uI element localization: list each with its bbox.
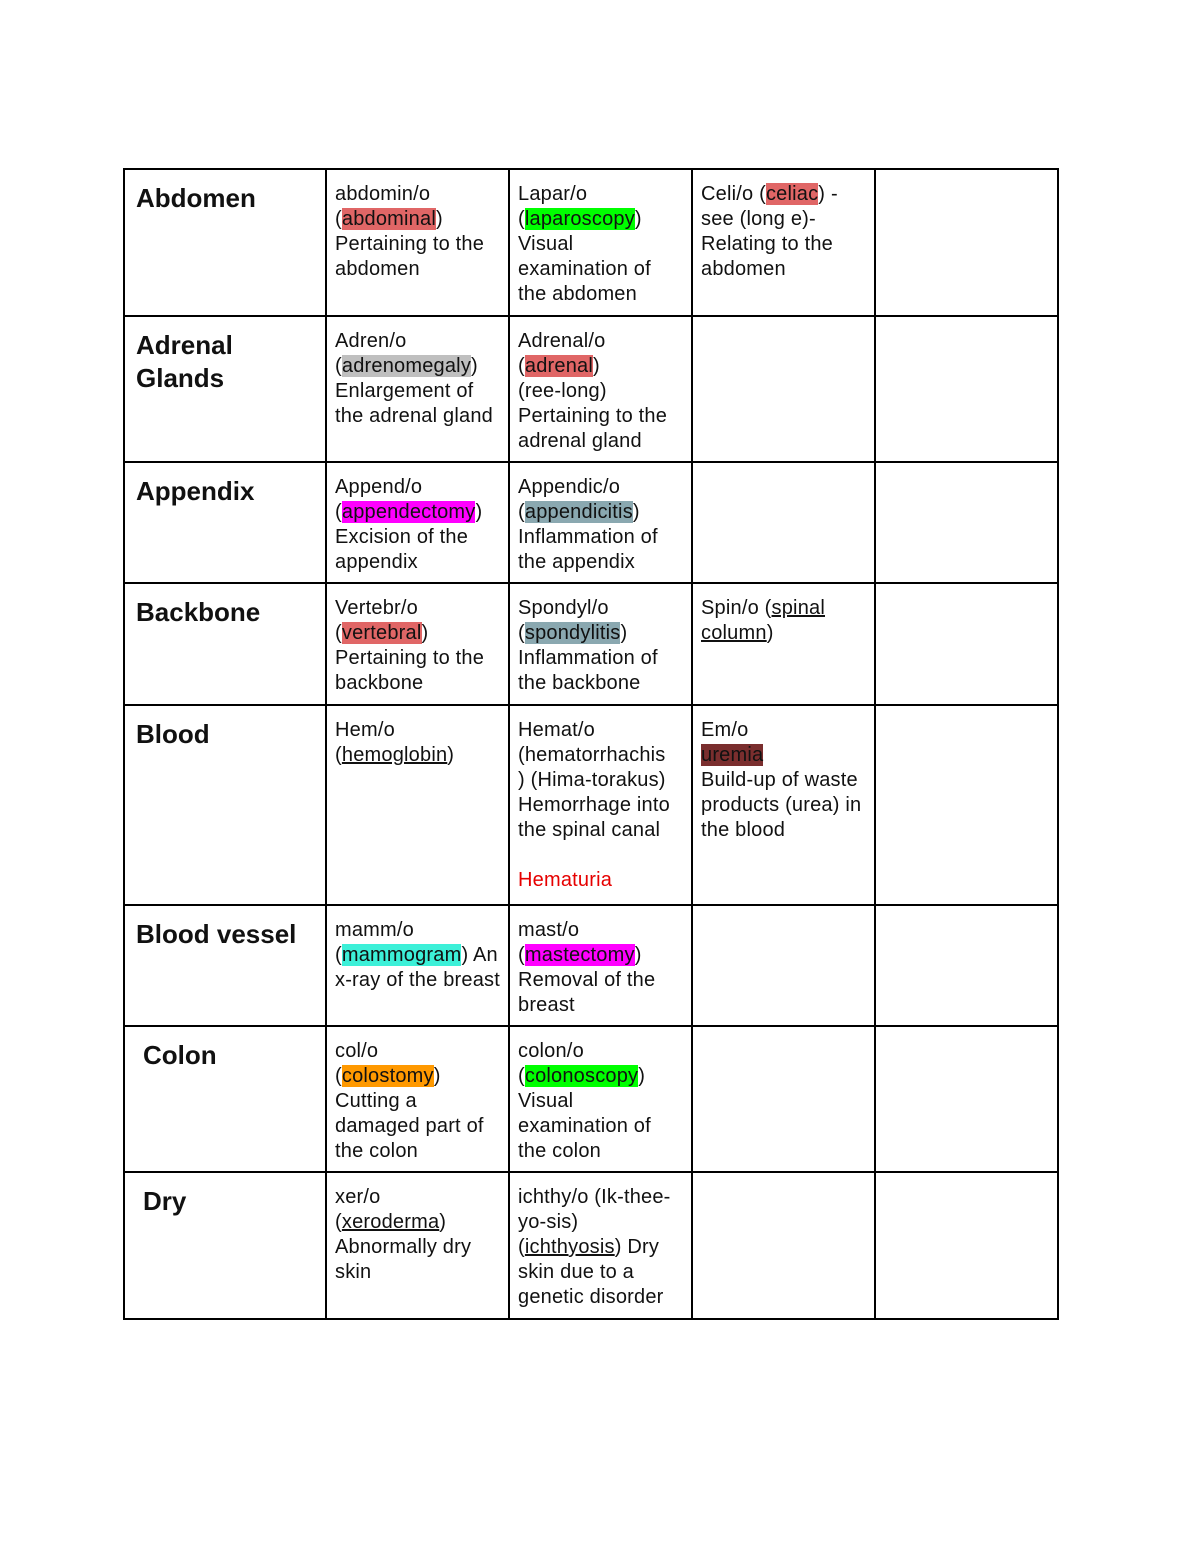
root-cell — [326, 583, 509, 705]
empty-cell — [875, 169, 1058, 316]
highlighted-term: mastectomy — [524, 944, 635, 966]
paren: ( — [335, 208, 342, 230]
paren: ) — [435, 208, 443, 230]
term-cell — [124, 705, 326, 905]
root-prefix: abdomin/o — [335, 183, 431, 205]
definition: Inflammation of the backbone — [518, 647, 658, 694]
underlined-term: hemoglobin — [341, 744, 448, 766]
paren: ) — [638, 1065, 646, 1087]
highlighted-term: colonoscopy — [524, 1065, 639, 1087]
root-prefix: col/o — [335, 1040, 379, 1062]
empty-cell — [692, 905, 875, 1026]
paren: ( — [335, 501, 342, 523]
highlighted-term: colostomy — [341, 1065, 434, 1087]
root-prefix: Vertebr/o — [335, 597, 418, 619]
definition: Visual examination of the abdomen — [518, 233, 651, 305]
root-prefix: ichthy/o (Ik-thee-yo-sis) — [518, 1186, 671, 1233]
table-row — [124, 169, 1058, 316]
table-row — [124, 905, 1058, 1026]
underlined-term: spinal column — [701, 597, 825, 644]
paren: ) — [614, 1236, 622, 1258]
root-prefix: xer/o — [335, 1186, 381, 1208]
paren: ) — [461, 944, 469, 966]
paren: ( — [335, 1211, 342, 1233]
term-label: Blood vessel — [136, 919, 297, 949]
paren: ( — [335, 944, 342, 966]
root-cell — [326, 1172, 509, 1319]
definition: Visual examination of the colon — [518, 1090, 651, 1162]
paren: ( — [335, 744, 342, 766]
highlighted-term: appendectomy — [341, 501, 476, 523]
paren: ) — [475, 501, 483, 523]
root-prefix: colon/o — [518, 1040, 584, 1062]
definition: (ree-long) Pertaining to the adrenal gland — [518, 380, 668, 452]
root-prefix: Append/o — [335, 476, 423, 498]
paren: ) — [447, 744, 455, 766]
term-cell — [124, 583, 326, 705]
definition: -see (long e)- Relating to the abdomen — [701, 183, 838, 280]
empty-cell — [875, 316, 1058, 462]
table-row — [124, 705, 1058, 905]
highlighted-term: vertebral — [341, 622, 422, 644]
root-cell — [509, 705, 692, 905]
paren: ) — [433, 1065, 441, 1087]
red-note: Hematuria — [518, 869, 613, 891]
root-cell — [509, 462, 692, 583]
root-prefix: Spin/o ( — [701, 597, 772, 619]
highlighted-term: uremia — [701, 744, 764, 766]
root-cell — [326, 462, 509, 583]
highlighted-term: celiac — [765, 183, 819, 205]
root-prefix: mast/o — [518, 919, 580, 941]
empty-cell — [692, 316, 875, 462]
term-cell — [124, 1172, 326, 1319]
definition: Pertaining to the backbone — [335, 647, 485, 694]
term-text: (hematorrhachis — [518, 744, 666, 766]
paren: ( — [518, 501, 525, 523]
paren: ( — [335, 1065, 342, 1087]
root-cell — [692, 169, 875, 316]
term-label: Abdomen — [136, 183, 256, 213]
empty-cell — [875, 1172, 1058, 1319]
root-cell — [509, 169, 692, 316]
paren: ) — [766, 622, 774, 644]
term-label: Blood — [136, 719, 210, 749]
root-cell — [509, 583, 692, 705]
empty-cell — [875, 583, 1058, 705]
definition: Excision of the appendix — [335, 526, 469, 573]
empty-cell — [875, 705, 1058, 905]
paren: ( — [518, 1236, 525, 1258]
root-cell — [692, 583, 875, 705]
empty-cell — [692, 462, 875, 583]
definition: Removal of the breast — [518, 969, 656, 1016]
definition: An x-ray of the breast — [335, 944, 500, 991]
highlighted-term: mammogram — [341, 944, 462, 966]
root-cell — [326, 1026, 509, 1172]
term-cell — [124, 316, 326, 462]
definition: Enlargement of the adrenal gland — [335, 380, 493, 427]
root-prefix: Em/o — [701, 719, 749, 741]
highlighted-term: abdominal — [341, 208, 436, 230]
root-prefix: Hem/o — [335, 719, 395, 741]
term-label: Colon — [143, 1040, 217, 1070]
term-label: Backbone — [136, 597, 261, 627]
paren: ) — [634, 944, 642, 966]
paren: ) — [593, 355, 600, 377]
root-prefix: Appendic/o — [518, 476, 621, 498]
empty-cell — [875, 1026, 1058, 1172]
term-label: Adrenal Glands — [136, 330, 233, 393]
term-label: Dry — [143, 1186, 187, 1216]
root-prefix: Lapar/o — [518, 183, 588, 205]
definition: Build-up of waste products (urea) in the blood — [701, 769, 862, 841]
underlined-term: ichthyosis — [524, 1236, 615, 1258]
paren: ) — [632, 501, 640, 523]
root-prefix: Hemat/o — [518, 719, 595, 741]
root-cell — [692, 705, 875, 905]
root-prefix: Celi/o ( — [701, 183, 766, 205]
paren: ( — [518, 208, 525, 230]
word-root-table — [123, 168, 1059, 1320]
paren: ( — [335, 355, 342, 377]
definition: Pertaining to the abdomen — [335, 233, 485, 280]
root-prefix: Spondyl/o — [518, 597, 609, 619]
root-prefix: Adrenal/o — [518, 330, 606, 352]
empty-cell — [875, 462, 1058, 583]
root-cell — [509, 1172, 692, 1319]
table-row — [124, 1026, 1058, 1172]
root-cell — [509, 905, 692, 1026]
paren: ) — [471, 355, 478, 377]
paren: ) — [421, 622, 429, 644]
root-cell — [326, 169, 509, 316]
definition: Dry skin due to a genetic disorder — [518, 1236, 664, 1308]
underlined-term: xeroderma — [341, 1211, 440, 1233]
root-cell — [509, 316, 692, 462]
paren: ( — [518, 622, 525, 644]
highlighted-term: spondylitis — [524, 622, 621, 644]
paren: ) — [818, 183, 826, 205]
definition: ) (Hima-torakus) Hemorrhage into the spinal canal — [518, 769, 670, 841]
paren: ( — [335, 622, 342, 644]
root-cell — [326, 905, 509, 1026]
paren: ) — [634, 208, 642, 230]
definition: Cutting a damaged part of the colon — [335, 1090, 484, 1162]
paren: ( — [518, 944, 525, 966]
root-cell — [509, 1026, 692, 1172]
paren: ( — [518, 1065, 525, 1087]
definition: Inflammation of the appendix — [518, 526, 658, 573]
term-cell — [124, 169, 326, 316]
term-cell — [124, 905, 326, 1026]
highlighted-term: adrenomegaly — [341, 355, 472, 377]
table-row — [124, 316, 1058, 462]
empty-cell — [875, 905, 1058, 1026]
paren: ) — [620, 622, 628, 644]
root-cell — [326, 316, 509, 462]
root-prefix: mamm/o — [335, 919, 414, 941]
paren: ) — [439, 1211, 447, 1233]
table-row — [124, 1172, 1058, 1319]
term-cell — [124, 1026, 326, 1172]
table-row — [124, 462, 1058, 583]
root-prefix: Adren/o — [335, 330, 407, 352]
empty-cell — [692, 1026, 875, 1172]
definition: Abnormally dry skin — [335, 1236, 472, 1283]
term-label: Appendix — [136, 476, 255, 506]
term-cell — [124, 462, 326, 583]
table-row — [124, 583, 1058, 705]
highlighted-term: laparoscopy — [524, 208, 635, 230]
paren: ( — [518, 355, 525, 377]
highlighted-term: appendicitis — [524, 501, 633, 523]
root-cell — [326, 705, 509, 905]
highlighted-term: adrenal — [524, 355, 593, 377]
empty-cell — [692, 1172, 875, 1319]
